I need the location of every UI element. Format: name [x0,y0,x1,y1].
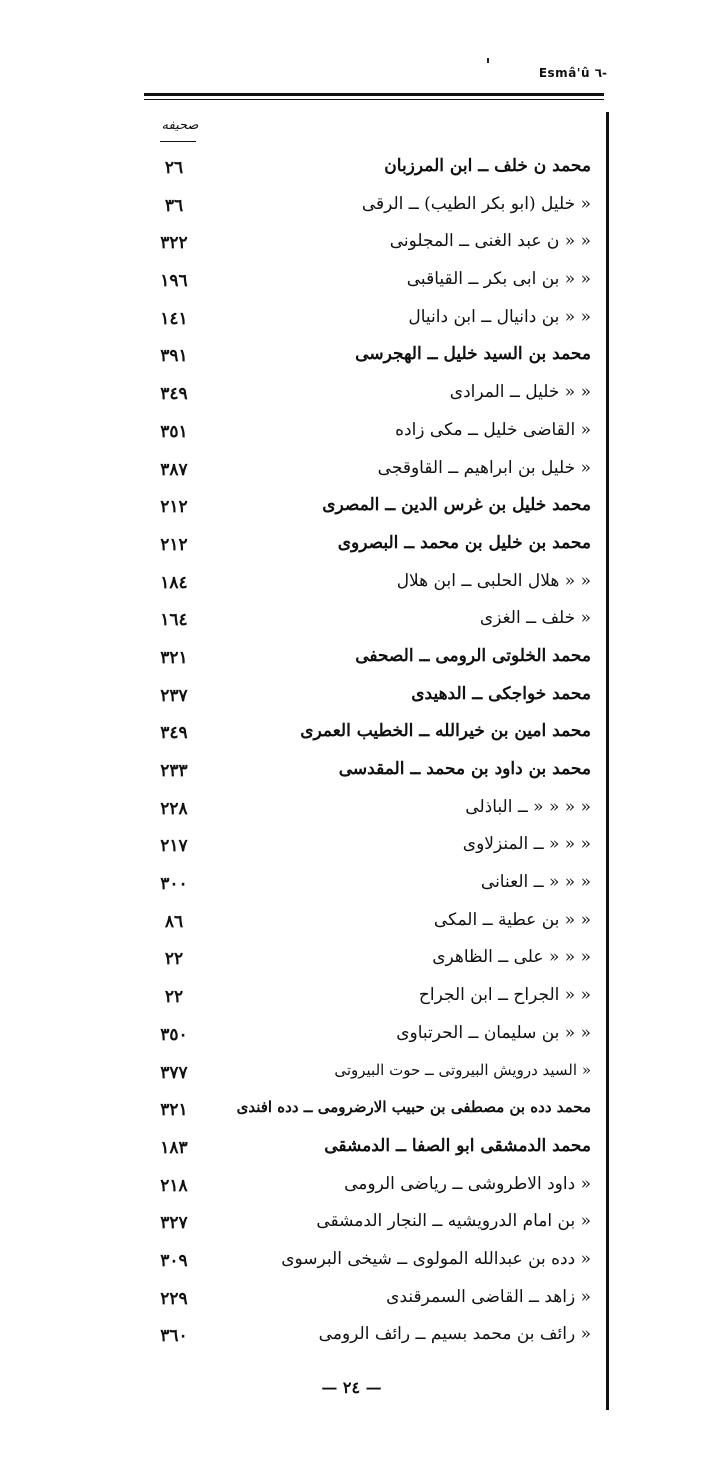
index-row [150,190,591,228]
index-row [150,227,591,265]
index-row [150,830,591,868]
row-entry-text: « خليل بن ابراهيم ــ القاوقجى [377,457,591,478]
row-page-number: ٢٢ [164,949,184,970]
index-list [150,152,591,1358]
row-entry-text: « « « ــ المنزلاوى [462,834,591,855]
row-page-number: ٢١٧ [160,836,188,857]
header-rule-thin [144,99,604,100]
row-page-number: ١٨٣ [160,1137,188,1158]
row-page-number: ٢٢٩ [160,1288,188,1309]
row-page-number: ٨٦ [164,911,184,932]
row-entry-text: « « « على ــ الظاهرى [432,947,591,968]
row-entry-text: محمد امين بن خيرالله ــ الخطيب العمرى [300,721,591,742]
page-number: — ٢٤ — [321,1378,382,1397]
row-page-number: ٣٠٩ [160,1250,188,1271]
index-row [150,303,591,341]
index-row [150,491,591,529]
row-entry-text: « « هلال الحلبى ــ ابن هلال [396,570,591,591]
index-row [150,1019,591,1057]
row-entry-text: « رائف بن محمد بسيم ــ رائف الرومى [318,1324,591,1345]
index-row [150,604,591,642]
row-page-number: ٣٩١ [160,346,188,367]
row-page-number: ٣٨٧ [160,459,188,480]
index-row [150,793,591,831]
index-row [150,981,591,1019]
index-row [150,943,591,981]
index-row [150,1057,591,1095]
row-page-number: ٢١٨ [160,1175,188,1196]
row-entry-text: محمد خليل بن غرس الدين ــ المصرى [322,495,591,516]
index-row [150,529,591,567]
index-row [150,1283,591,1321]
row-page-number: ٣٢١ [160,1100,188,1121]
row-entry-text: محمد دده بن مصطفى بن حبيب الارضرومى ــ دده افندى [236,1098,591,1117]
row-page-number: ١٦٤ [160,610,188,631]
row-entry-text: « السيد درويش البيروتى ــ حوت البيروتى [334,1060,591,1079]
row-page-number: ٣٤٩ [160,723,188,744]
index-row [150,265,591,303]
row-entry-text: « زاهد ــ القاضى السمرقندى [386,1286,591,1307]
row-entry-text: « « بن دانيال ــ ابن دانيال [408,306,591,327]
index-row [150,1094,591,1132]
row-entry-text: « خلف ــ الغزى [479,608,591,629]
row-page-number: ١٩٦ [160,271,188,292]
row-entry-text: « « بن عطية ــ المكى [433,909,591,930]
row-page-number: ٣٧٧ [160,1062,188,1083]
row-entry-text: « « ن عبد الغنى ــ المجلونى [389,231,591,252]
top-mark [487,58,489,63]
row-page-number: ٢٢ [164,987,184,1008]
row-entry-text: « خليل (ابو بكر الطيب) ــ الرقى [361,193,591,214]
index-row [150,567,591,605]
index-row [150,1245,591,1283]
row-page-number: ٣٦ [164,195,184,216]
row-page-number: ٣٥٠ [160,1024,188,1045]
index-row [150,340,591,378]
index-row [150,454,591,492]
index-row [150,1170,591,1208]
row-page-number: ٣٢٢ [160,233,188,254]
row-page-number: ٣٢٧ [160,1213,188,1234]
row-page-number: ٢٣٧ [160,685,188,706]
row-page-number: ٣٢١ [160,647,188,668]
row-entry-text: « القاضى خليل ــ مكى زاده [395,419,591,440]
row-entry-text: « « الجراح ــ ابن الجراح [418,985,591,1006]
index-row [150,868,591,906]
row-page-number: ٣٠٠ [160,874,188,895]
index-row [150,1320,591,1358]
row-entry-text: « داود الاطروشى ــ رياضى الرومى [344,1173,591,1194]
row-entry-text: محمد بن السيد خليل ــ الهجرسى [355,344,591,365]
row-page-number: ٢١٢ [160,497,188,518]
row-entry-text: « « « ــ العنانى [480,872,591,893]
row-page-number: ١٤١ [160,308,188,329]
column-divider [606,112,609,1410]
index-row [150,152,591,190]
row-entry-text: محمد بن داود بن محمد ــ المقدسى [338,759,591,779]
row-page-number: ٢١٢ [160,534,188,555]
index-row [150,1132,591,1170]
index-row [150,906,591,944]
row-entry-text: « دده بن عبدالله المولوى ــ شيخى البرسوى [281,1248,591,1269]
row-page-number: ٣٥١ [160,421,188,442]
row-entry-text: « « بن سليمان ــ الحرتباوى [396,1022,591,1043]
row-entry-text: محمد خواجكى ــ الدهيدى [411,683,591,704]
row-entry-text: محمد الخلوتى الرومى ــ الصحفى [355,645,591,666]
index-row [150,717,591,755]
row-page-number: ٣٤٩ [160,384,188,405]
row-entry-text: « « « « ــ الباذلى [465,796,591,817]
header-code: Esmâ'û ٦- [538,66,607,80]
page-column-underline [160,141,196,142]
index-row [150,416,591,454]
row-entry-text: محمد ن خلف ــ ابن المرزبان [384,156,591,176]
index-row [150,755,591,793]
row-entry-text: « « خليل ــ المرادى [449,382,591,403]
row-entry-text: « بن امام الدرويشيه ــ النجار الدمشقى [316,1211,591,1232]
index-row [150,642,591,680]
row-entry-text: محمد بن خليل بن محمد ــ البصروى [337,532,591,553]
row-page-number: ٢٣٣ [160,761,188,781]
index-row [150,680,591,718]
row-entry-text: محمد الدمشقى ابو الصفا ــ الدمشقى [324,1135,591,1156]
header-rule-thick [144,93,604,96]
page-column-label: صحيفه [161,118,199,133]
index-row [150,378,591,416]
row-page-number: ٢٦ [164,158,184,178]
row-page-number: ١٨٤ [160,572,188,593]
index-row [150,1207,591,1245]
row-entry-text: « « بن ابى بكر ــ القياقبى [406,269,591,290]
row-page-number: ٣٦٠ [160,1326,188,1347]
row-page-number: ٢٢٨ [160,798,188,819]
